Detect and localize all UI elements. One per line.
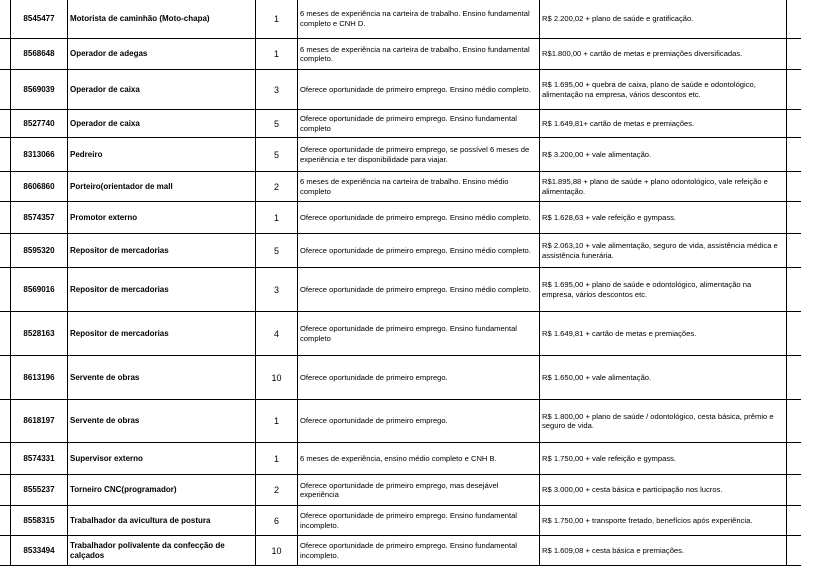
job-code: 8618197	[11, 400, 68, 443]
job-title: Operador de caixa	[68, 110, 256, 138]
table-row	[0, 202, 801, 234]
vacancy-count: 1	[256, 202, 298, 234]
job-code: 8569039	[11, 70, 68, 110]
vacancy-count: 5	[256, 138, 298, 172]
job-code: 8533494	[11, 536, 68, 566]
table-row	[0, 0, 801, 39]
table-row	[0, 475, 801, 506]
job-code: 8568648	[11, 39, 68, 70]
job-requirements: 6 meses de experiência, ensino médio completo e CNH B.	[298, 443, 540, 475]
vacancy-count: 2	[256, 475, 298, 506]
job-requirements: Oferece oportunidade de primeiro emprego.	[298, 356, 540, 400]
job-requirements: 6 meses de experiência na carteira de trabalho. Ensino fundamental completo.	[298, 39, 540, 70]
job-title: Promotor externo	[68, 202, 256, 234]
table-row	[0, 400, 801, 443]
job-requirements: 6 meses de experiência na carteira de trabalho. Ensino fundamental completo e CNH D.	[298, 0, 540, 39]
vacancy-count: 5	[256, 234, 298, 268]
vacancy-count: 3	[256, 70, 298, 110]
vacancy-count: 3	[256, 268, 298, 312]
job-salary: R$ 1.750,00 + transporte fretado, benefícios após experiência.	[540, 506, 787, 536]
job-code: 8527740	[11, 110, 68, 138]
job-requirements: Oferece oportunidade de primeiro emprego. Ensino médio completo.	[298, 202, 540, 234]
job-requirements: Oferece oportunidade de primeiro emprego, mas desejável experiência	[298, 475, 540, 506]
job-salary: R$ 1.649,81+ cartão de metas e premiações.	[540, 110, 787, 138]
vacancy-count: 10	[256, 536, 298, 566]
job-requirements: Oferece oportunidade de primeiro emprego. Ensino fundamental incompleto.	[298, 536, 540, 566]
vacancy-count: 1	[256, 443, 298, 475]
vacancy-count: 1	[256, 39, 298, 70]
table-row	[0, 172, 801, 202]
job-requirements: Oferece oportunidade de primeiro emprego. Ensino médio completo.	[298, 268, 540, 312]
job-code: 8313066	[11, 138, 68, 172]
job-salary: R$ 1.750,00 + vale refeição e gympass.	[540, 443, 787, 475]
job-code: 8555237	[11, 475, 68, 506]
job-requirements: Oferece oportunidade de primeiro emprego. Ensino fundamental completo	[298, 110, 540, 138]
vacancy-count: 2	[256, 172, 298, 202]
job-title: Repositor de mercadorias	[68, 268, 256, 312]
job-title: Servente de obras	[68, 400, 256, 443]
job-title: Supervisor externo	[68, 443, 256, 475]
vacancy-count: 1	[256, 0, 298, 39]
job-salary: R$ 1.628,63 + vale refeição e gympass.	[540, 202, 787, 234]
job-salary: R$ 1.800,00 + plano de saúde / odontológico, cesta básica, prêmio e seguro de vida.	[540, 400, 787, 443]
table-row	[0, 268, 801, 312]
job-requirements: Oferece oportunidade de primeiro emprego.	[298, 400, 540, 443]
job-salary: R$1.800,00 + cartão de metas e premiações diversificadas.	[540, 39, 787, 70]
job-salary: R$ 3.000,00 + cesta básica e participação nos lucros.	[540, 475, 787, 506]
job-code: 8595320	[11, 234, 68, 268]
job-requirements: Oferece oportunidade de primeiro emprego. Ensino fundamental completo	[298, 312, 540, 356]
table-row	[0, 536, 801, 566]
job-code: 8613196	[11, 356, 68, 400]
job-code: 8574331	[11, 443, 68, 475]
job-title: Porteiro(orientador de mall	[68, 172, 256, 202]
job-salary: R$ 1.609,08 + cesta básica e premiações.	[540, 536, 787, 566]
table-row	[0, 312, 801, 356]
vacancy-count: 6	[256, 506, 298, 536]
job-salary: R$ 1.650,00 + vale alimentação.	[540, 356, 787, 400]
job-title: Trabalhador da avicultura de postura	[68, 506, 256, 536]
job-salary: R$ 1.649,81 + cartão de metas e premiações.	[540, 312, 787, 356]
job-salary: R$1.895,88 + plano de saúde + plano odontológico, vale refeição e alimentação.	[540, 172, 787, 202]
job-requirements: Oferece oportunidade de primeiro emprego. Ensino médio completo.	[298, 70, 540, 110]
job-code: 8569016	[11, 268, 68, 312]
job-title: Repositor de mercadorias	[68, 234, 256, 268]
vacancy-count: 4	[256, 312, 298, 356]
job-requirements: Oferece oportunidade de primeiro emprego. Ensino médio completo.	[298, 234, 540, 268]
table-row	[0, 234, 801, 268]
job-requirements: 6 meses de experiência na carteira de trabalho. Ensino médio completo	[298, 172, 540, 202]
table-row	[0, 506, 801, 536]
job-title: Motorista de caminhão (Moto-chapa)	[68, 0, 256, 39]
job-code: 8545477	[11, 0, 68, 39]
vacancy-count: 10	[256, 356, 298, 400]
job-title: Operador de caixa	[68, 70, 256, 110]
table-row	[0, 70, 801, 110]
table-row	[0, 39, 801, 70]
job-requirements: Oferece oportunidade de primeiro emprego. Ensino fundamental incompleto.	[298, 506, 540, 536]
job-code: 8528163	[11, 312, 68, 356]
table-row	[0, 443, 801, 475]
job-code: 8558315	[11, 506, 68, 536]
table-row	[0, 138, 801, 172]
job-title: Pedreiro	[68, 138, 256, 172]
job-requirements: Oferece oportunidade de primeiro emprego, se possível 6 meses de experiência e ter disponibilidade para viajar.	[298, 138, 540, 172]
job-salary: R$ 2.063,10 + vale alimentação, seguro de vida, assistência médica e assistência funerária.	[540, 234, 787, 268]
job-title: Torneiro CNC(programador)	[68, 475, 256, 506]
job-code: 8606860	[11, 172, 68, 202]
job-salary: R$ 1.695,00 + quebra de caixa, plano de saúde e odontológico, alimentação na empresa, vários descontos etc.	[540, 70, 787, 110]
vacancy-count: 5	[256, 110, 298, 138]
table-row	[0, 110, 801, 138]
job-title: Repositor de mercadorias	[68, 312, 256, 356]
job-salary: R$ 1.695,00 + plano de saúde e odontológico, alimentação na empresa, vários descontos etc.	[540, 268, 787, 312]
job-title: Operador de adegas	[68, 39, 256, 70]
job-salary: R$ 3.200,00 + vale alimentação.	[540, 138, 787, 172]
vacancy-count: 1	[256, 400, 298, 443]
job-code: 8574357	[11, 202, 68, 234]
job-title: Trabalhador polivalente da confecção de calçados	[68, 536, 256, 566]
job-salary: R$ 2.200,02 + plano de saúde e gratificação.	[540, 0, 787, 39]
table-row	[0, 356, 801, 400]
job-title: Servente de obras	[68, 356, 256, 400]
